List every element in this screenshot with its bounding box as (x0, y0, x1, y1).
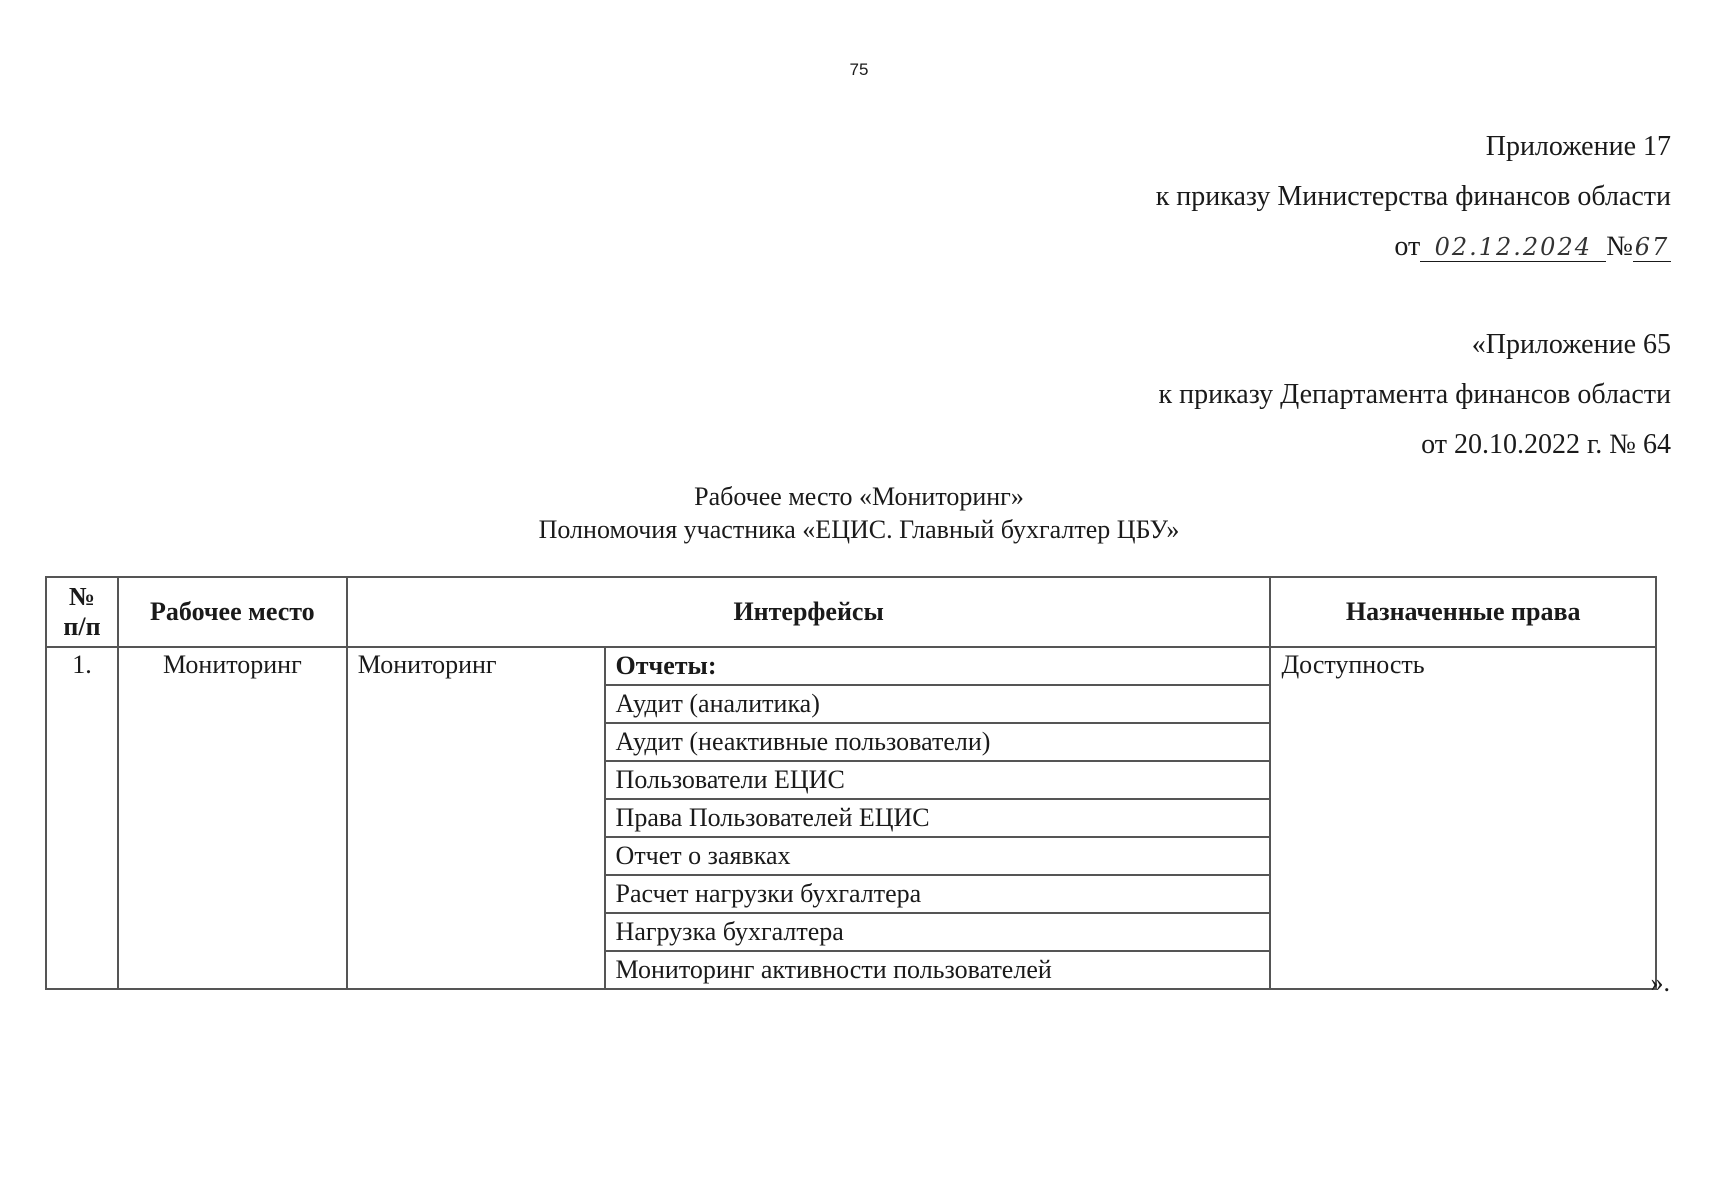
interface-item: Расчет нагрузки бухгалтера (605, 875, 1271, 913)
approval-previous-line3: от 20.10.2022 г. № 64 (1421, 429, 1671, 460)
header-workplace: Рабочее место (118, 577, 347, 647)
header-number (46, 577, 118, 647)
approval-previous-line1: «Приложение 65 (1471, 329, 1671, 360)
approval-current-line1: Приложение 17 (1485, 131, 1671, 162)
page-number: 75 (849, 60, 869, 79)
row-number: 1. (46, 647, 118, 989)
approval-block-previous (1159, 320, 1671, 470)
approval-previous-line2: к приказу Департамента финансов области (1158, 379, 1671, 410)
approval-current-line3 (1156, 222, 1671, 272)
handwritten-date: 02.12.2024 (1420, 233, 1606, 262)
handwritten-number: 67 (1634, 233, 1670, 261)
interface-item: Отчет о заявках (605, 837, 1271, 875)
header-number-line2: п/п (63, 612, 101, 641)
title-line2: Полномочия участника «ЕЦИС. Главный бухгалтер ЦБУ» (538, 515, 1180, 544)
interface-item: Аудит (неактивные пользователи) (605, 723, 1271, 761)
closing-quote: ». (1650, 968, 1670, 997)
document-title (0, 480, 1718, 546)
interface-item: Отчеты: (605, 647, 1271, 685)
table-header-row (46, 577, 1656, 647)
interface-item: Мониторинг активности пользователей (605, 951, 1271, 989)
interface-item: Пользователи ЕЦИС (605, 761, 1271, 799)
interface-item: Нагрузка бухгалтера (605, 913, 1271, 951)
row-rights: Доступность (1270, 647, 1656, 989)
from-label: от (1394, 231, 1421, 262)
header-rights: Назначенные права (1270, 577, 1656, 647)
title-line1: Рабочее место «Мониторинг» (694, 482, 1024, 511)
number-label: № (1606, 231, 1633, 262)
table-row (46, 647, 1656, 685)
header-interfaces: Интерфейсы (347, 577, 1271, 647)
row-interface-group: Мониторинг (347, 647, 605, 989)
interface-item: Права Пользователей ЕЦИС (605, 799, 1271, 837)
approval-block-current (1156, 122, 1671, 272)
interface-item: Аудит (аналитика) (605, 685, 1271, 723)
header-number-line1: № (68, 582, 96, 611)
approval-current-line2: к приказу Министерства финансов области (1155, 181, 1671, 212)
permissions-table (45, 576, 1657, 990)
row-workplace: Мониторинг (118, 647, 347, 989)
